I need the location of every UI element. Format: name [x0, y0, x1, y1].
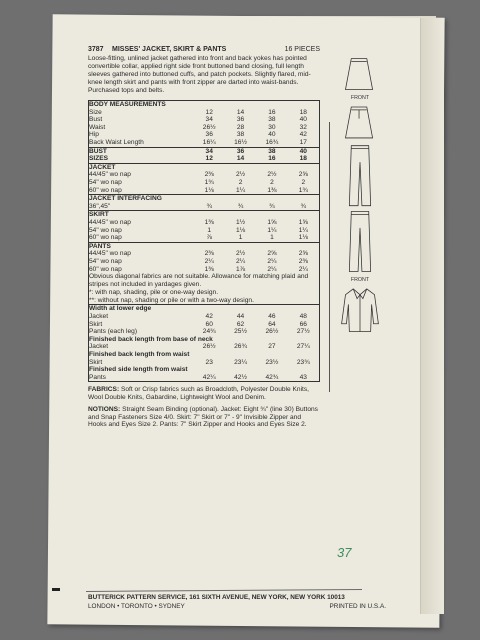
yardage-row	[89, 187, 319, 195]
cell-value: 12	[194, 155, 225, 163]
finished-row	[89, 321, 319, 329]
sketch-label-front-1: FRONT	[350, 95, 370, 102]
yardage-section-heading-text: JACKET INTERFACING	[89, 195, 319, 203]
cell-value: 25½	[234, 328, 247, 336]
finished-heading	[89, 366, 319, 374]
cell-value: 1⅝	[267, 219, 277, 226]
finished-row	[89, 343, 319, 351]
cell-value: 2¼	[204, 257, 214, 265]
cell-value: 2¼	[267, 257, 277, 265]
cell-value: 2¼	[267, 265, 277, 273]
publisher-address: BUTTERICK PATTERN SERVICE, 161 SIXTH AVENUE, NEW YORK, NEW YORK 10013	[88, 594, 345, 601]
finished-heading-text: Finished back length from base of neck	[89, 335, 213, 343]
cell-value: 36	[236, 147, 245, 155]
yardage-table	[89, 101, 319, 381]
cell-value: 12	[205, 108, 213, 116]
cell-value: 1⅜	[204, 219, 214, 226]
cell-value: 16¼	[194, 139, 225, 147]
yardage-row	[89, 171, 319, 179]
cell-value: 42	[205, 312, 213, 320]
cell-value: 1¾	[204, 179, 214, 187]
measurement-row	[89, 109, 319, 117]
cell-value: 40	[268, 131, 276, 139]
row-label: Bust	[89, 116, 103, 124]
row-label: 60" wo nap	[89, 234, 122, 242]
cell-value: 1⅛	[204, 186, 214, 194]
cell-value: 38	[236, 131, 245, 139]
cell-value: 14	[225, 155, 256, 163]
cell-value: 44	[236, 312, 245, 320]
yardage-bracket	[320, 122, 330, 392]
cell-value: 1¼	[235, 186, 246, 194]
corner-mark	[52, 588, 60, 591]
cell-value: 34	[205, 116, 213, 124]
yardage-section-heading	[89, 242, 319, 250]
cell-value: 2¼	[298, 265, 308, 273]
cell-value: 14	[236, 108, 245, 116]
cell-value: 34	[205, 147, 213, 155]
cell-value: 38	[268, 147, 276, 155]
piece-count: 16 PIECES	[284, 46, 320, 53]
yardage-row	[89, 219, 319, 227]
cell-value: 62	[236, 320, 245, 328]
cell-value: 23¾	[296, 358, 310, 366]
fabrics-text: Soft or Crisp fabrics such as Broadcloth, Polyester Double Knits, Wool Double Knits, Gabardine, Lightweight Wool and Denim.	[88, 386, 309, 402]
pattern-title: MISSES' JACKET, SKIRT & PANTS	[112, 46, 227, 53]
cell-value: 1⅛	[298, 234, 308, 242]
cell-value: 40	[299, 116, 307, 124]
cell-value: 42¾	[265, 373, 279, 381]
finished-heading	[89, 305, 319, 313]
cell-value: 46	[268, 312, 276, 320]
row-label: Hip	[89, 131, 99, 139]
row-label: Jacket	[89, 343, 109, 351]
without-nap-note-text: **: without nap, shading or pile or with a two-way design.	[89, 296, 254, 304]
finished-row	[89, 313, 319, 321]
cell-value: 2	[238, 179, 243, 187]
yardage-row	[89, 258, 319, 266]
pants-back-sketch	[349, 146, 370, 206]
finished-heading-text: Finished back length from waist	[89, 350, 190, 358]
row-label: SIZES	[89, 155, 194, 163]
yardage-row	[89, 203, 319, 211]
yardage-section-heading	[89, 195, 319, 203]
yardage-section-heading	[89, 211, 319, 219]
yardage-section-heading	[89, 163, 319, 171]
cell-value: 40	[299, 147, 307, 155]
cell-value: 16¾	[256, 139, 287, 147]
body-measurements-heading	[89, 101, 319, 109]
publisher-cities: LONDON • TORONTO • SYDNEY	[88, 603, 185, 610]
cell-value: 1	[207, 226, 212, 234]
notions-text: Straight Seam Binding (optional). Jacket: Eight ¾" (line 30) Buttons and Snap Fasteners Size 4/0. Skirt: 7" Skirt or 7" - 9" Invisible Zipper and Hooks and Eyes Size 2. Pants: 7" Skirt Zipper and Hooks and Eyes Size 2.	[88, 405, 318, 429]
cell-value: 2⅝	[298, 250, 308, 258]
publisher-footer	[88, 593, 388, 611]
nap-note	[89, 289, 319, 297]
printed-in: PRINTED IN U.S.A.	[329, 603, 386, 610]
cell-value: 60	[205, 320, 213, 328]
yardage-row	[89, 234, 319, 242]
garment-sketches	[330, 46, 390, 346]
cell-value: 66	[299, 320, 307, 328]
measurement-row	[89, 131, 319, 139]
cell-value: 42¼	[202, 373, 216, 381]
row-label: BUST	[89, 147, 107, 155]
nap-note-text: *: with nap, shading, pile or one-way design.	[89, 288, 219, 296]
cell-value: 24¾	[202, 328, 216, 336]
yardage-section-heading-text: PANTS	[89, 242, 319, 250]
cell-value: 26¾	[234, 343, 247, 351]
finished-row	[89, 359, 319, 367]
cell-value: 26½	[202, 343, 216, 351]
finished-heading-text: Finished side length from waist	[89, 366, 188, 374]
yardage-row	[89, 227, 319, 235]
cell-value: 28	[236, 123, 245, 131]
diagonal-note	[89, 273, 319, 289]
row-label: 60" wo nap	[89, 265, 122, 273]
row-label: Pants (each leg)	[89, 328, 138, 336]
finished-heading-text: Width at lower edge	[89, 305, 319, 313]
row-label: Waist	[89, 123, 106, 131]
handwritten-mark: 37	[337, 545, 352, 560]
skirt-back-sketch	[345, 59, 372, 90]
cell-value: ¾	[206, 202, 212, 210]
without-nap-note	[89, 297, 319, 305]
cell-value: 2¼	[235, 257, 246, 265]
cell-value: 32	[299, 123, 307, 131]
cell-value: 23½	[265, 358, 279, 366]
cell-value: 36	[236, 116, 245, 124]
cell-value: 1⅜	[267, 186, 277, 194]
cell-value: 23	[205, 358, 213, 366]
cell-value: 1¼	[298, 226, 308, 234]
cell-value: ⅞	[206, 234, 212, 242]
cell-value: 1	[238, 234, 243, 242]
envelope-text	[88, 46, 320, 429]
cell-value: 48	[299, 312, 307, 320]
jacket-front-sketch	[342, 289, 379, 332]
sketch-label-front-2: FRONT	[350, 277, 370, 284]
cell-value: 2⅜	[204, 250, 214, 258]
cell-value: 1½	[235, 219, 246, 226]
cell-value: 18	[288, 155, 319, 163]
body-measurements-heading-text: BODY MEASUREMENTS	[89, 101, 166, 109]
cell-value: 36	[205, 131, 213, 139]
cell-value: 38	[268, 116, 276, 124]
row-label: 60" wo nap	[89, 186, 122, 194]
cell-value: 2½	[267, 171, 277, 179]
cell-value: 2⅝	[298, 171, 308, 179]
yardage-row	[89, 250, 319, 258]
cell-value: 23¼	[234, 358, 247, 366]
cell-value: 26½	[202, 123, 216, 131]
row-label: Jacket	[89, 312, 109, 320]
yardage-row	[89, 179, 319, 187]
cell-value: 2⅜	[298, 257, 308, 265]
cell-value: 16	[256, 155, 287, 163]
cell-value: ¾	[269, 202, 275, 210]
envelope-side-flap	[420, 18, 444, 614]
cell-value: 27½	[296, 328, 310, 336]
row-label: 44/45" wo nap	[89, 171, 131, 179]
pants-front-sketch	[349, 211, 370, 271]
cell-value: 43	[299, 373, 307, 381]
skirt-front-sketch	[345, 107, 372, 138]
row-label: 44/45" wo nap	[89, 219, 131, 226]
row-label: 54" wo nap	[89, 179, 122, 187]
cell-value: 1¼	[267, 226, 277, 234]
cell-value: 27¼	[296, 343, 310, 351]
fabrics-note	[88, 386, 320, 402]
cell-value: 1⅛	[235, 226, 246, 234]
measurement-table	[88, 100, 320, 382]
pattern-header	[88, 46, 320, 54]
notions-note	[88, 406, 320, 429]
cell-value: 42	[299, 131, 307, 139]
row-label: 44/45" wo nap	[89, 250, 131, 258]
yardage-section-heading-text: SKIRT	[89, 211, 319, 219]
cell-value: 2⅝	[267, 250, 277, 258]
row-label: 36",45"	[89, 202, 111, 210]
bust-row	[89, 147, 319, 155]
cell-value: 64	[268, 320, 276, 328]
cell-value: 2½	[235, 250, 246, 258]
diagonal-note-text: Obvious diagonal fabrics are not suitable. Allowance for matching plaid and stripes not included in yardages given.	[89, 273, 309, 288]
cell-value: 2½	[235, 171, 246, 179]
cell-value: 17	[288, 139, 319, 147]
yardage-section-heading-text: JACKET	[89, 163, 116, 171]
pattern-description: Loose-fitting, unlined jacket gathered into front and back yokes has pointed convertible collar, applied right side front buttoned band closing, full length sleeves gathered into buttoned cuffs, and patch pockets. Slightly flared, mid-knee length skirt and pants with front zipper are darted into waist-bands. Purchased tops and belts.	[88, 55, 311, 95]
cell-value: 18	[299, 108, 307, 116]
cell-value: 1⅜	[204, 265, 214, 273]
cell-value: 42½	[234, 373, 247, 381]
cell-value: ¾	[237, 202, 244, 210]
row-label: 54" wo nap	[89, 226, 122, 234]
yardage-row	[89, 266, 319, 274]
sizes-row	[89, 155, 319, 163]
row-label: 54" wo nap	[89, 257, 122, 265]
measurement-row	[89, 116, 319, 124]
cell-value: 26½	[265, 328, 279, 336]
notions-label: NOTIONS:	[88, 405, 121, 413]
finished-heading	[89, 351, 319, 359]
cell-value: 1¾	[298, 186, 308, 194]
cell-value: 16½	[225, 139, 256, 147]
row-label: Size	[89, 108, 102, 116]
cell-value: 2	[270, 179, 274, 187]
cell-value: 16	[268, 108, 276, 116]
pattern-number: 3787	[88, 46, 104, 53]
measurement-row	[89, 139, 319, 147]
row-label: Skirt	[89, 358, 103, 366]
cell-value: 30	[268, 123, 276, 131]
measurement-row	[89, 124, 319, 132]
row-label: Back Waist Length	[89, 139, 194, 147]
cell-value: 1	[270, 234, 274, 242]
finished-row	[89, 328, 319, 336]
cell-value: 1⅞	[235, 265, 246, 273]
fabrics-label: FABRICS:	[88, 386, 120, 394]
cell-value: ¾	[300, 202, 307, 210]
cell-value: 2	[301, 179, 306, 187]
finished-row	[89, 374, 319, 382]
row-label: Skirt	[89, 320, 103, 328]
cell-value: 1⅝	[298, 219, 308, 226]
cell-value: 27	[268, 343, 276, 351]
cell-value: 2⅜	[204, 171, 214, 179]
row-label: Pants	[89, 373, 106, 381]
